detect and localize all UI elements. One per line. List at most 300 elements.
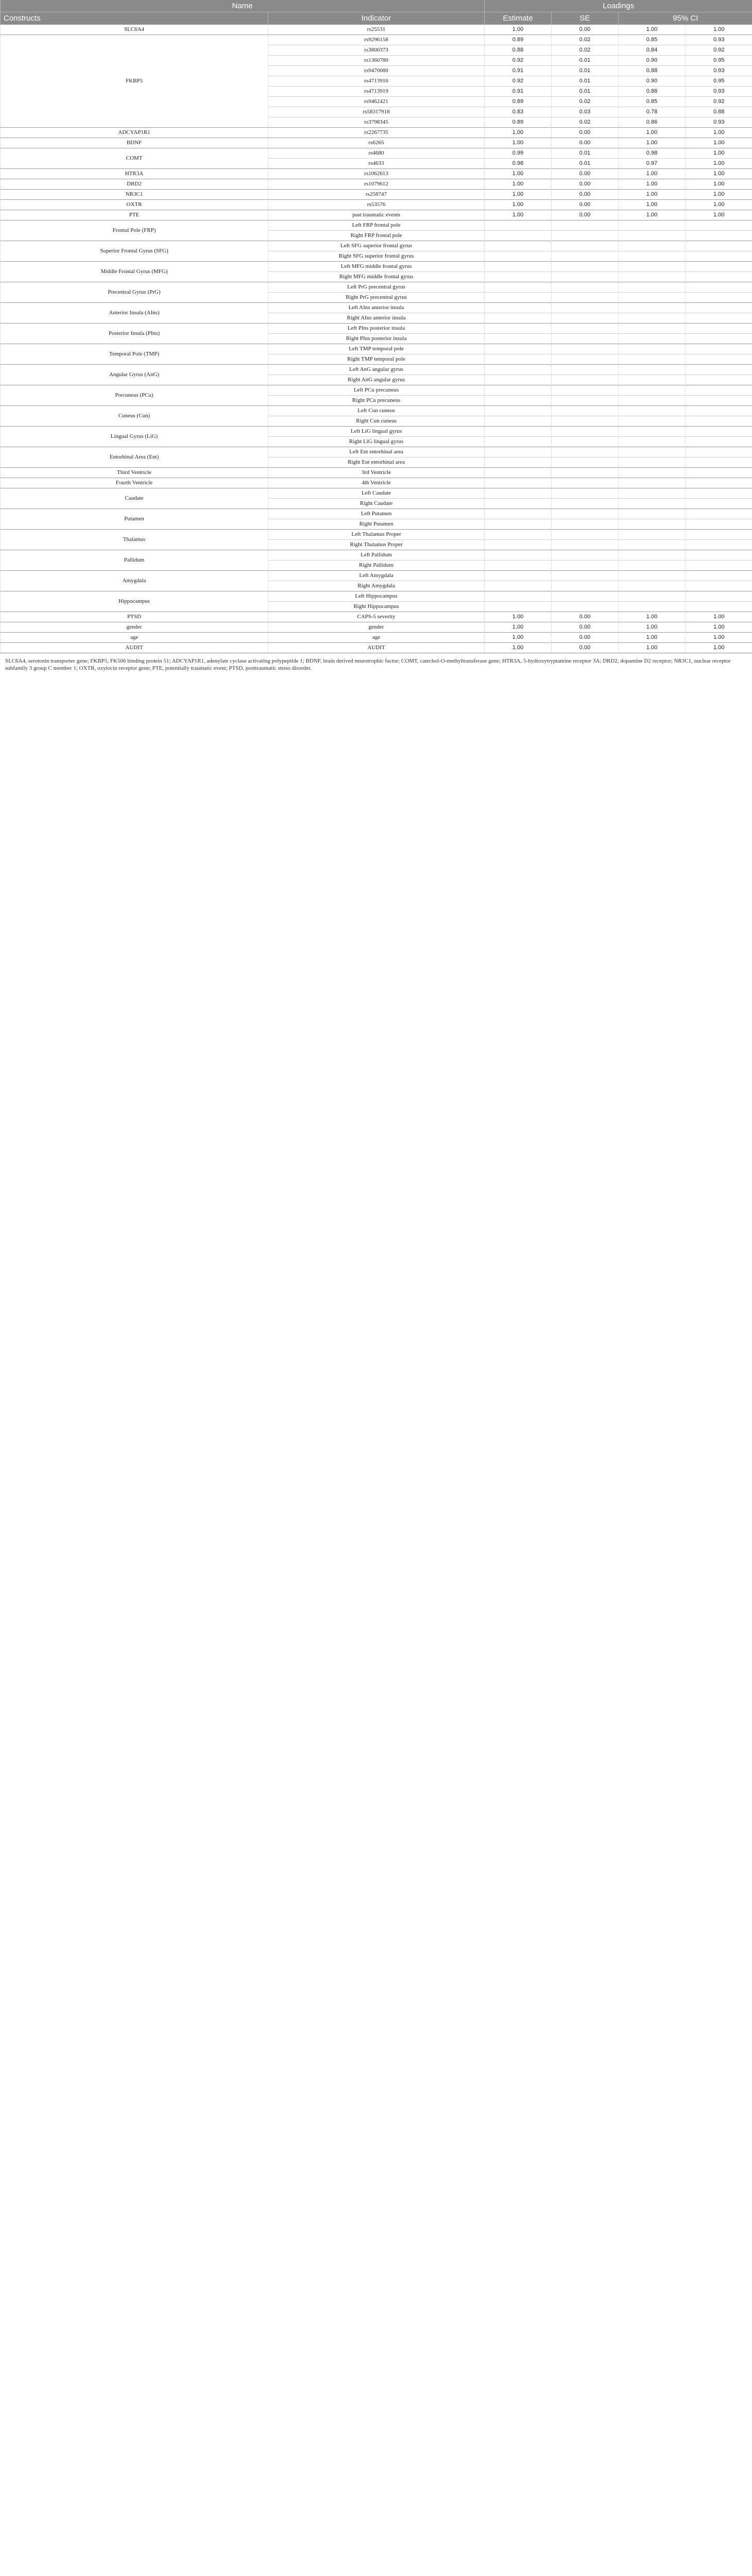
se-cell: 0.00 [552,25,619,35]
indicator-cell: past traumatic events [268,210,485,221]
se-cell: 0.00 [552,179,619,190]
ci-upper-cell [686,231,752,241]
se-cell [552,354,619,365]
construct-cell: BDNF [1,138,268,148]
estimate-cell: 0.91 [485,87,552,97]
estimate-cell [485,241,552,251]
header-constructs: Constructs [1,12,268,25]
table-row [1,303,752,313]
ci-upper-cell [686,385,752,396]
ci-upper-cell [686,241,752,251]
estimate-cell [485,375,552,385]
indicator-cell: rs25531 [268,25,485,35]
ci-upper-cell: 1.00 [686,633,752,643]
indicator-cell: Left AIns anterior insula [268,303,485,313]
loadings-table-container [0,0,752,676]
table-row [1,591,752,602]
construct-cell: ADCYAP1R1 [1,128,268,138]
ci-upper-cell [686,251,752,262]
table-footnote: SLC6A4, serotonin transporter gene; FKBP5, FK506 binding protein 51; ADCYAP1R1, adenylate cyclase activating polypeptide 1; BDNF, brain derived neurotrophic factor; COMT, catechol-O-methyltransferase gene; HTR3A, 5-hydroxytryptamine receptor 3A; DRD2, dopamine D2 receptor; NR3C1, nuclear receptor subfamily 3 group C member 1; OXTR, oxytocin receptor gene; PTE, potentially traumatic event; PTSD, posttraumatic stress disorder. [0,653,752,676]
indicator-cell: Right Ent entorhinal area [268,457,485,468]
se-cell: 0.02 [552,45,619,56]
construct-cell: Anterior Insula (AIns) [1,303,268,324]
indicator-cell: rs4713919 [268,87,485,97]
estimate-cell [485,221,552,231]
ci-upper-cell: 0.93 [686,117,752,128]
construct-cell: Caudate [1,488,268,509]
table-row [1,550,752,561]
se-cell: 0.01 [552,56,619,66]
ci-lower-cell: 1.00 [619,25,686,35]
ci-upper-cell [686,437,752,447]
ci-upper-cell: 1.00 [686,643,752,653]
table-row [1,612,752,622]
se-cell: 0.00 [552,210,619,221]
ci-upper-cell [686,365,752,375]
ci-upper-cell: 1.00 [686,169,752,179]
ci-lower-cell: 1.00 [619,190,686,200]
se-cell [552,602,619,612]
ci-upper-cell [686,550,752,561]
ci-lower-cell: 1.00 [619,210,686,221]
indicator-cell: Right Putamen [268,519,485,530]
construct-cell: COMT [1,148,268,169]
table-row [1,622,752,633]
se-cell [552,231,619,241]
se-cell [552,282,619,293]
ci-upper-cell: 0.88 [686,107,752,117]
header-loadings: Loadings [485,0,752,12]
se-cell [552,488,619,499]
table-row [1,35,752,45]
se-cell [552,457,619,468]
estimate-cell [485,293,552,303]
ci-upper-cell: 0.92 [686,97,752,107]
ci-upper-cell: 1.00 [686,200,752,210]
estimate-cell [485,499,552,509]
se-cell [552,561,619,571]
ci-upper-cell [686,499,752,509]
ci-upper-cell [686,427,752,437]
ci-lower-cell [619,406,686,416]
ci-lower-cell [619,282,686,293]
indicator-cell: Right PIns posterior insula [268,334,485,344]
estimate-cell [485,416,552,427]
se-cell [552,241,619,251]
ci-upper-cell: 0.95 [686,76,752,87]
se-cell: 0.00 [552,169,619,179]
indicator-cell: Right Pallidum [268,561,485,571]
table-row [1,530,752,540]
estimate-cell [485,334,552,344]
indicator-cell: CAPS-5 severity [268,612,485,622]
ci-upper-cell: 1.00 [686,159,752,169]
se-cell [552,272,619,282]
ci-lower-cell: 1.00 [619,643,686,653]
estimate-cell: 0.88 [485,45,552,56]
indicator-cell: Left PrG precentral gyrus [268,282,485,293]
se-cell: 0.02 [552,97,619,107]
se-cell [552,550,619,561]
ci-lower-cell [619,313,686,324]
ci-lower-cell [619,499,686,509]
ci-lower-cell: 1.00 [619,179,686,190]
estimate-cell [485,571,552,581]
estimate-cell [485,519,552,530]
ci-upper-cell: 0.93 [686,35,752,45]
indicator-cell: Left SFG superior frontal gyrus [268,241,485,251]
ci-lower-cell: 0.88 [619,87,686,97]
table-row [1,468,752,478]
se-cell [552,447,619,457]
ci-lower-cell [619,416,686,427]
construct-cell: PTE [1,210,268,221]
table-row [1,262,752,272]
header-estimate: Estimate [485,12,552,25]
indicator-cell: Left Ent entorhinal area [268,447,485,457]
estimate-cell: 1.00 [485,128,552,138]
table-row [1,344,752,354]
header-se: SE [552,12,619,25]
se-cell: 0.00 [552,612,619,622]
ci-lower-cell: 0.78 [619,107,686,117]
table-row [1,571,752,581]
table-row [1,241,752,251]
construct-cell: FKBP5 [1,35,268,128]
indicator-cell: Right Caudate [268,499,485,509]
estimate-cell [485,437,552,447]
ci-lower-cell: 0.85 [619,35,686,45]
construct-cell: Posterior Insula (PIns) [1,324,268,344]
ci-upper-cell [686,488,752,499]
se-cell: 0.00 [552,138,619,148]
construct-cell: NR3C1 [1,190,268,200]
se-cell [552,303,619,313]
indicator-cell: Left PCu precuneus [268,385,485,396]
table-row [1,25,752,35]
ci-lower-cell [619,293,686,303]
ci-lower-cell [619,602,686,612]
ci-upper-cell: 1.00 [686,128,752,138]
se-cell [552,262,619,272]
se-cell [552,334,619,344]
ci-upper-cell: 1.00 [686,190,752,200]
se-cell: 0.01 [552,87,619,97]
table-row [1,643,752,653]
construct-cell: Putamen [1,509,268,530]
indicator-cell: Right SFG superior frontal gyrus [268,251,485,262]
construct-cell: Precentral Gyrus (PrG) [1,282,268,303]
estimate-cell [485,602,552,612]
ci-upper-cell [686,221,752,231]
ci-upper-cell [686,272,752,282]
estimate-cell [485,468,552,478]
table-row [1,509,752,519]
header-ci: 95% CI [619,12,752,25]
estimate-cell [485,550,552,561]
construct-cell: Lingual Gyrus (LiG) [1,427,268,447]
estimate-cell [485,303,552,313]
indicator-cell: Right PCu precuneus [268,396,485,406]
ci-lower-cell [619,365,686,375]
ci-upper-cell [686,293,752,303]
indicator-cell: Left TMP temporal pole [268,344,485,354]
se-cell: 0.01 [552,148,619,159]
ci-upper-cell [686,581,752,591]
table-row [1,324,752,334]
ci-lower-cell [619,241,686,251]
ci-lower-cell: 0.84 [619,45,686,56]
se-cell [552,468,619,478]
ci-lower-cell [619,324,686,334]
estimate-cell: 1.00 [485,200,552,210]
table-row [1,179,752,190]
se-cell [552,251,619,262]
construct-cell: HTR3A [1,169,268,179]
estimate-cell: 0.98 [485,159,552,169]
table-row [1,169,752,179]
se-cell: 0.00 [552,190,619,200]
estimate-cell [485,354,552,365]
ci-lower-cell [619,561,686,571]
indicator-cell: rs258747 [268,190,485,200]
indicator-cell: rs4633 [268,159,485,169]
se-cell [552,396,619,406]
estimate-cell [485,262,552,272]
indicator-cell: rs4713916 [268,76,485,87]
se-cell: 0.00 [552,643,619,653]
estimate-cell: 1.00 [485,169,552,179]
ci-lower-cell [619,447,686,457]
se-cell: 0.00 [552,622,619,633]
ci-lower-cell [619,457,686,468]
se-cell [552,427,619,437]
ci-lower-cell: 1.00 [619,633,686,643]
construct-cell: Frontal Pole (FRP) [1,221,268,241]
ci-lower-cell [619,427,686,437]
indicator-cell: gender [268,622,485,633]
table-row [1,385,752,396]
estimate-cell [485,488,552,499]
construct-cell: Hippocampus [1,591,268,612]
indicator-cell: Left LiG lingual gyrus [268,427,485,437]
ci-lower-cell [619,571,686,581]
ci-upper-cell [686,303,752,313]
ci-lower-cell: 0.88 [619,66,686,76]
se-cell [552,293,619,303]
ci-lower-cell [619,396,686,406]
table-header [1,0,752,25]
ci-upper-cell [686,561,752,571]
ci-lower-cell [619,231,686,241]
ci-upper-cell [686,396,752,406]
indicator-cell: Right FRP frontal pole [268,231,485,241]
se-cell [552,591,619,602]
ci-upper-cell: 0.93 [686,66,752,76]
table-row [1,148,752,159]
indicator-cell: Left Putamen [268,509,485,519]
estimate-cell: 1.00 [485,190,552,200]
construct-cell: SLC6A4 [1,25,268,35]
indicator-cell: Right Amygdala [268,581,485,591]
se-cell [552,530,619,540]
estimate-cell [485,540,552,550]
estimate-cell [485,591,552,602]
se-cell [552,571,619,581]
indicator-cell: Left Thalamus Proper [268,530,485,540]
ci-lower-cell [619,509,686,519]
ci-upper-cell [686,262,752,272]
construct-cell: Entorhinal Area (Ent) [1,447,268,468]
indicator-cell: Right Thalamus Proper [268,540,485,550]
se-cell: 0.02 [552,35,619,45]
estimate-cell [485,396,552,406]
se-cell: 0.00 [552,128,619,138]
estimate-cell [485,282,552,293]
estimate-cell [485,251,552,262]
ci-upper-cell [686,447,752,457]
construct-cell: Temporal Pole (TMP) [1,344,268,365]
indicator-cell: Right LiG lingual gyrus [268,437,485,447]
table-row [1,282,752,293]
ci-upper-cell [686,468,752,478]
construct-cell: Precuneus (PCu) [1,385,268,406]
construct-cell: DRD2 [1,179,268,190]
se-cell: 0.01 [552,159,619,169]
se-cell: 0.00 [552,633,619,643]
estimate-cell [485,231,552,241]
ci-upper-cell [686,540,752,550]
ci-lower-cell: 1.00 [619,169,686,179]
estimate-cell [485,509,552,519]
construct-cell: AUDIT [1,643,268,653]
ci-upper-cell [686,354,752,365]
indicator-cell: Left Caudate [268,488,485,499]
ci-lower-cell: 1.00 [619,128,686,138]
estimate-cell [485,324,552,334]
estimate-cell [485,365,552,375]
indicator-cell: Left AnG angular gyrus [268,365,485,375]
estimate-cell [485,406,552,416]
se-cell [552,540,619,550]
indicator-cell: rs4680 [268,148,485,159]
se-cell: 0.01 [552,76,619,87]
indicator-cell: rs9470080 [268,66,485,76]
estimate-cell: 1.00 [485,612,552,622]
indicator-cell: rs1360780 [268,56,485,66]
table-row [1,128,752,138]
ci-upper-cell [686,519,752,530]
indicator-cell: Left Amygdala [268,571,485,581]
ci-upper-cell [686,375,752,385]
estimate-cell [485,344,552,354]
estimate-cell: 1.00 [485,643,552,653]
estimate-cell: 1.00 [485,622,552,633]
estimate-cell [485,581,552,591]
indicator-cell: Left MFG middle frontal gyrus [268,262,485,272]
estimate-cell: 0.89 [485,97,552,107]
ci-upper-cell [686,571,752,581]
se-cell [552,478,619,488]
se-cell [552,406,619,416]
ci-lower-cell [619,488,686,499]
table-row [1,221,752,231]
indicator-cell: Left FRP frontal pole [268,221,485,231]
ci-lower-cell [619,519,686,530]
ci-lower-cell [619,530,686,540]
ci-lower-cell [619,262,686,272]
ci-lower-cell [619,540,686,550]
ci-upper-cell [686,324,752,334]
ci-upper-cell [686,313,752,324]
construct-cell: Middle Frontal Gyrus (MFG) [1,262,268,282]
indicator-cell: rs2267735 [268,128,485,138]
table-row [1,447,752,457]
estimate-cell: 0.83 [485,107,552,117]
ci-lower-cell [619,437,686,447]
estimate-cell [485,427,552,437]
table-body [1,25,752,653]
ci-lower-cell: 1.00 [619,612,686,622]
se-cell [552,437,619,447]
header-name: Name [1,0,485,12]
se-cell [552,375,619,385]
ci-lower-cell: 0.85 [619,97,686,107]
se-cell [552,499,619,509]
estimate-cell: 0.89 [485,117,552,128]
construct-cell: Pallidum [1,550,268,571]
ci-upper-cell [686,406,752,416]
se-cell [552,581,619,591]
ci-lower-cell [619,303,686,313]
ci-upper-cell: 1.00 [686,138,752,148]
indicator-cell: rs53576 [268,200,485,210]
estimate-cell [485,272,552,282]
ci-lower-cell [619,581,686,591]
ci-lower-cell [619,251,686,262]
estimate-cell: 0.92 [485,76,552,87]
ci-lower-cell: 0.90 [619,56,686,66]
indicator-cell: Left Hippocampus [268,591,485,602]
estimate-cell [485,313,552,324]
indicator-cell: Left Pallidum [268,550,485,561]
indicator-cell: Right Hippocampus [268,602,485,612]
ci-upper-cell: 1.00 [686,179,752,190]
indicator-cell: rs3798345 [268,117,485,128]
indicator-cell: rs6265 [268,138,485,148]
ci-upper-cell [686,344,752,354]
indicator-cell: 3rd Ventricle [268,468,485,478]
ci-upper-cell: 1.00 [686,25,752,35]
construct-cell: age [1,633,268,643]
estimate-cell [485,385,552,396]
indicator-cell: 4th Ventricle [268,478,485,488]
estimate-cell [485,561,552,571]
se-cell [552,416,619,427]
se-cell [552,519,619,530]
loadings-table [0,0,752,653]
table-row [1,488,752,499]
se-cell [552,509,619,519]
ci-lower-cell [619,272,686,282]
estimate-cell: 1.00 [485,25,552,35]
construct-cell: Superior Frontal Gyrus (SFG) [1,241,268,262]
ci-lower-cell: 0.86 [619,117,686,128]
construct-cell: Thalamus [1,530,268,550]
ci-lower-cell [619,221,686,231]
header-indicator: Indicator [268,12,485,25]
ci-lower-cell: 0.97 [619,159,686,169]
